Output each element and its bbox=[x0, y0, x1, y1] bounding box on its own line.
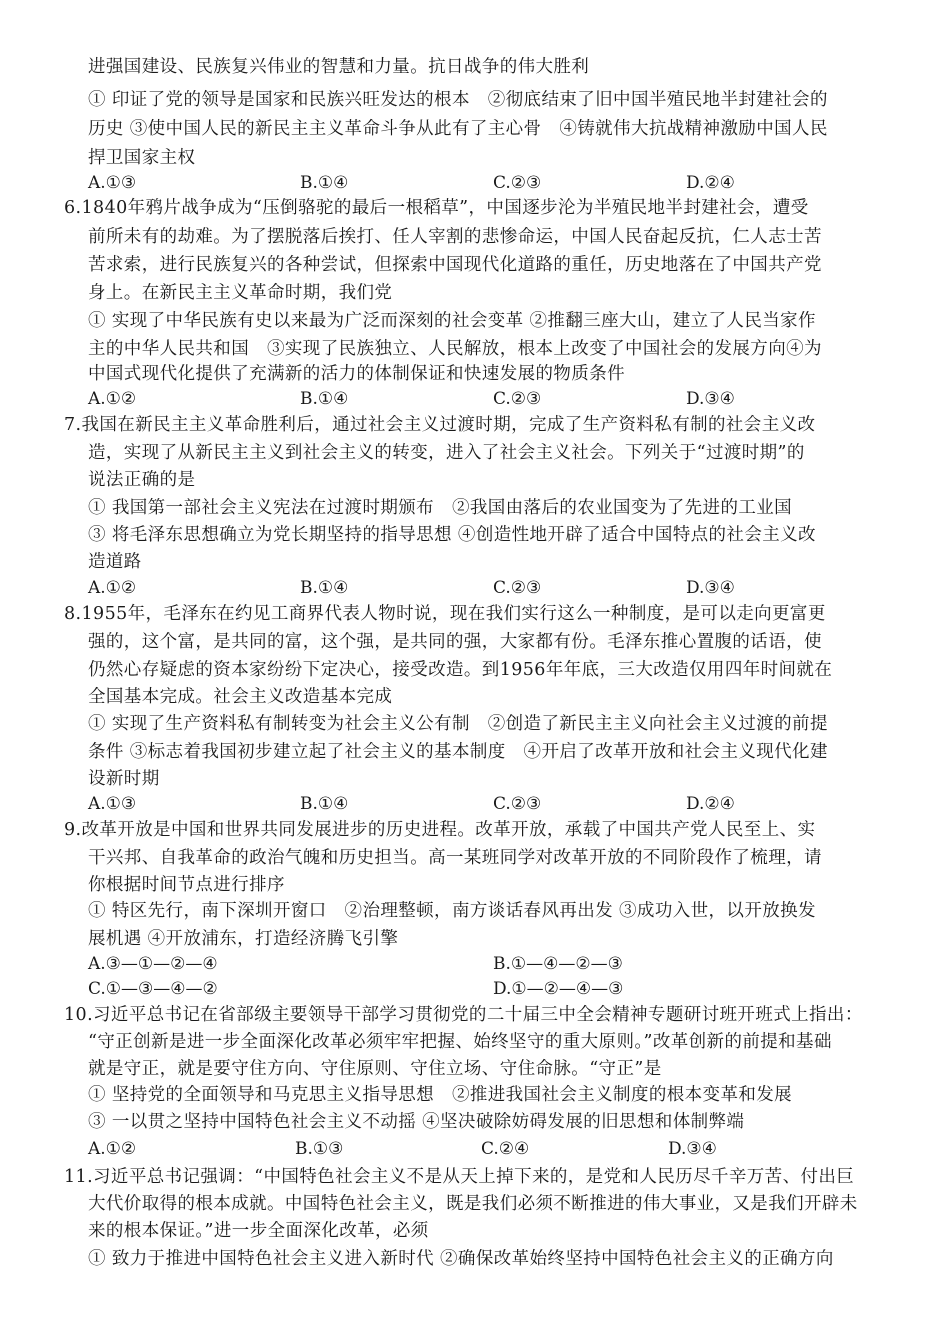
q6-option-c[interactable]: C.②③ bbox=[493, 389, 542, 409]
q5-option-b[interactable]: B.①④ bbox=[300, 173, 349, 193]
q9-option-a[interactable]: A.③—①—②—④ bbox=[88, 954, 218, 974]
q7-statement-line: ① 我国第一部社会主义宪法在过渡时期颁布 ②我国由落后的农业国变为了先进的工业国 bbox=[88, 498, 793, 518]
q6-option-d[interactable]: D.③④ bbox=[686, 389, 735, 409]
q9-stem-line: 你根据时间节点进行排序 bbox=[88, 875, 285, 895]
q10-option-a[interactable]: A.①② bbox=[88, 1139, 137, 1159]
q8-stem-line: 全国基本完成。社会主义改造基本完成 bbox=[88, 687, 393, 707]
q5-statement-line: ① 印证了党的领导是国家和民族兴旺发达的根本 ②彻底结束了旧中国半殖民地半封建社会的 bbox=[88, 90, 828, 110]
q7-stem-line: 造，实现了从新民主主义到社会主义的转变，进入了社会主义社会。下列关于“过渡时期”的 bbox=[88, 443, 805, 463]
q6-stem-line: 前所未有的劫难。为了摆脱落后挨打、任人宰割的悲惨命运，中国人民奋起反抗，仁人志士苦 bbox=[88, 227, 822, 247]
q10-option-c[interactable]: C.②④ bbox=[481, 1139, 530, 1159]
q11-stem-line: 来的根本保证。”进一步全面深化改革，必须 bbox=[88, 1221, 429, 1241]
q6-statement-line: 主的中华人民共和国 ③实现了民族独立、人民解放，根本上改变了中国社会的发展方向④为 bbox=[88, 339, 822, 359]
q7-statement-line: 造道路 bbox=[88, 552, 142, 572]
q7-option-a[interactable]: A.①② bbox=[88, 578, 137, 598]
q11-stem-line: 11.习近平总书记强调：“中国特色社会主义不是从天上掉下来的，是党和人民历尽千辛万苦、付出巨 bbox=[64, 1167, 855, 1187]
q11-statement-line: ① 致力于推进中国特色社会主义进入新时代 ②确保改革始终坚持中国特色社会主义的正确方向 bbox=[88, 1249, 834, 1269]
q9-stem-line: 9.改革开放是中国和世界共同发展进步的历史进程。改革开放，承载了中国共产党人民至上、实 bbox=[64, 820, 816, 840]
q10-statement-line: ③ 一以贯之坚持中国特色社会主义不动摇 ④坚决破除妨碍发展的旧思想和体制弊端 bbox=[88, 1112, 745, 1132]
q9-option-d[interactable]: D.①—②—④—③ bbox=[493, 979, 624, 999]
q6-stem-line: 6.1840年鸦片战争成为“压倒骆驼的最后一根稻草”，中国逐步沦为半殖民地半封建社会，遭受 bbox=[64, 198, 809, 218]
q8-option-d[interactable]: D.②④ bbox=[686, 794, 735, 814]
q6-option-a[interactable]: A.①② bbox=[88, 389, 137, 409]
q6-statement-line: ① 实现了中华民族有史以来最为广泛而深刻的社会变革 ②推翻三座大山，建立了人民当家作 bbox=[88, 311, 816, 331]
q5-statement-line: 捍卫国家主权 bbox=[88, 148, 196, 168]
q5-option-d[interactable]: D.②④ bbox=[686, 173, 735, 193]
q10-option-d[interactable]: D.③④ bbox=[668, 1139, 717, 1159]
q6-stem-line: 身上。在新民主主义革命时期，我们党 bbox=[88, 283, 393, 303]
q10-statement-line: ① 坚持党的全面领导和马克思主义指导思想 ②推进我国社会主义制度的根本变革和发展 bbox=[88, 1085, 793, 1105]
q6-stem-line: 苦求索，进行民族复兴的各种尝试，但探索中国现代化道路的重任，历史地落在了中国共产党 bbox=[88, 255, 822, 275]
q5-statement-line: 历史 ③使中国人民的新民主主义革命斗争从此有了主心骨 ④铸就伟大抗战精神激励中国人民 bbox=[88, 119, 828, 139]
q8-stem-line: 8.1955年，毛泽东在约见工商界代表人物时说，现在我们实行这么一种制度，是可以走向更富更 bbox=[64, 604, 826, 624]
q5-option-a[interactable]: A.①③ bbox=[88, 173, 137, 193]
q10-stem-line: 10.习近平总书记在省部级主要领导干部学习贯彻党的二十届三中全会精神专题研讨班开班式上指出： bbox=[64, 1005, 863, 1025]
q5-stem-tail: 进强国建设、民族复兴伟业的智慧和力量。抗日战争的伟大胜利 bbox=[88, 57, 590, 77]
q6-statement-line: 中国式现代化提供了充满新的活力的体制保证和快速发展的物质条件 bbox=[88, 364, 625, 384]
q7-option-c[interactable]: C.②③ bbox=[493, 578, 542, 598]
q7-stem-line: 7.我国在新民主主义革命胜利后，通过社会主义过渡时期，完成了生产资料私有制的社会主义改 bbox=[64, 415, 816, 435]
q8-statement-line: ① 实现了生产资料私有制转变为社会主义公有制 ②创造了新民主主义向社会主义过渡的前提 bbox=[88, 714, 828, 734]
q5-option-c[interactable]: C.②③ bbox=[493, 173, 542, 193]
q8-statement-line: 条件 ③标志着我国初步建立起了社会主义的基本制度 ④开启了改革开放和社会主义现代化建 bbox=[88, 742, 828, 762]
q11-stem-line: 大代价取得的根本成就。中国特色社会主义，既是我们必须不断推进的伟大事业，又是我们开辟未 bbox=[88, 1194, 858, 1214]
q10-option-b[interactable]: B.①③ bbox=[295, 1139, 344, 1159]
q6-option-b[interactable]: B.①④ bbox=[300, 389, 349, 409]
q8-stem-line: 仍然心存疑虑的资本家纷纷下定决心，接受改造。到1956年年底，三大改造仅用四年时间就在 bbox=[88, 660, 833, 680]
q8-option-c[interactable]: C.②③ bbox=[493, 794, 542, 814]
q8-option-a[interactable]: A.①③ bbox=[88, 794, 137, 814]
q10-stem-line: “守正创新是进一步全面深化改革必须牢牢把握、始终坚守的重大原则。”改革创新的前提和基础 bbox=[88, 1032, 832, 1052]
q7-statement-line: ③ 将毛泽东思想确立为党长期坚持的指导思想 ④创造性地开辟了适合中国特点的社会主义改 bbox=[88, 525, 816, 545]
q8-stem-line: 强的，这个富，是共同的富，这个强，是共同的强，大家都有份。毛泽东推心置腹的话语，使 bbox=[88, 632, 822, 652]
q9-statement-line: ① 特区先行，南下深圳开窗口 ②治理整顿，南方谈话春风再出发 ③成功入世，以开放换发 bbox=[88, 901, 816, 921]
q7-stem-line: 说法正确的是 bbox=[88, 470, 196, 490]
q7-option-d[interactable]: D.③④ bbox=[686, 578, 735, 598]
q10-stem-line: 就是守正，就是要守住方向、守住原则、守住立场、守住命脉。“守正”是 bbox=[88, 1059, 662, 1079]
q9-stem-line: 干兴邦、自我革命的政治气魄和历史担当。高一某班同学对改革开放的不同阶段作了梳理，请 bbox=[88, 848, 822, 868]
q9-option-c[interactable]: C.①—③—④—② bbox=[88, 979, 218, 999]
q8-option-b[interactable]: B.①④ bbox=[300, 794, 349, 814]
q9-option-b[interactable]: B.①—④—②—③ bbox=[493, 954, 623, 974]
q8-statement-line: 设新时期 bbox=[88, 769, 160, 789]
q7-option-b[interactable]: B.①④ bbox=[300, 578, 349, 598]
q9-statement-line: 展机遇 ④开放浦东，打造经济腾飞引擎 bbox=[88, 929, 399, 949]
